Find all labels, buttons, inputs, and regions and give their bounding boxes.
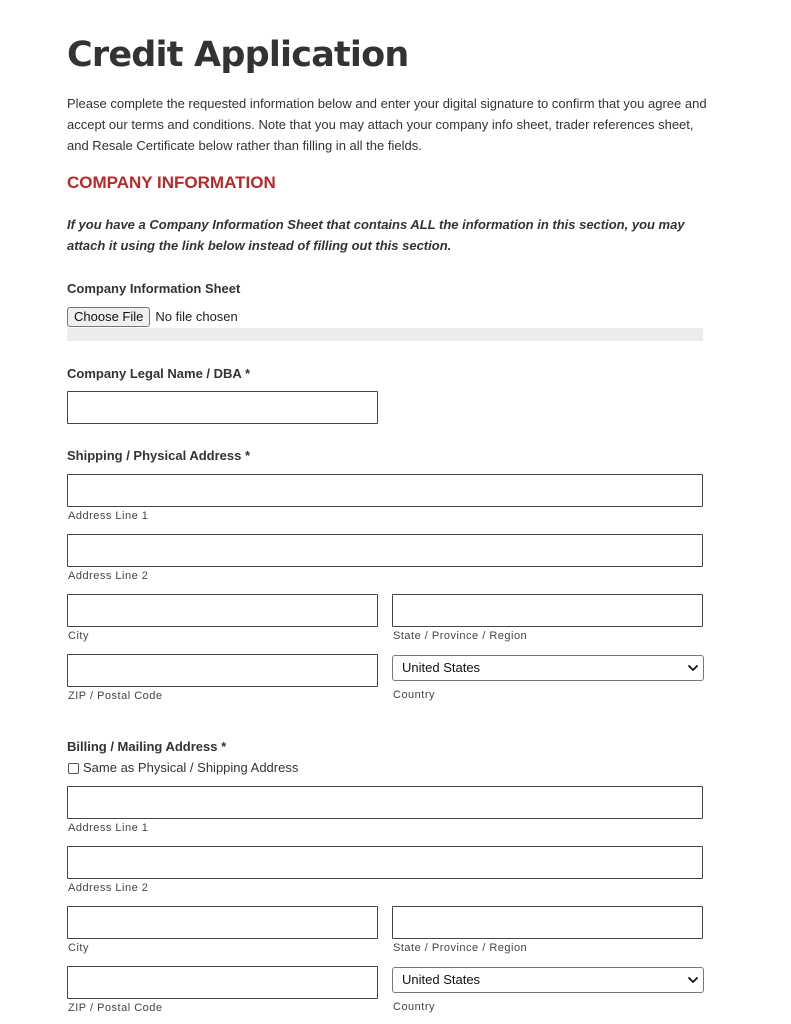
shipping-address-line1-sublabel: Address Line 1 [68, 510, 149, 522]
billing-address-line1-sublabel: Address Line 1 [68, 822, 149, 834]
shipping-address-line2-sublabel: Address Line 2 [68, 570, 149, 582]
billing-address-line2-sublabel: Address Line 2 [68, 882, 149, 894]
shipping-state-sublabel: State / Province / Region [393, 630, 528, 642]
page-title: Credit Application [67, 35, 409, 75]
file-upload-progress-bar [67, 328, 703, 341]
shipping-country-value: United States [402, 660, 481, 675]
billing-zip-input[interactable] [67, 966, 378, 999]
company-legal-name-input[interactable] [67, 391, 378, 424]
billing-country-value: United States [402, 972, 481, 987]
billing-country-sublabel: Country [393, 1001, 436, 1013]
same-as-shipping-checkbox[interactable] [68, 763, 79, 774]
company-legal-name-label: Company Legal Name / DBA * [67, 366, 251, 381]
shipping-address-line2-input[interactable] [67, 534, 703, 567]
shipping-city-sublabel: City [68, 630, 89, 642]
company-info-notice: If you have a Company Information Sheet that contains ALL the information in this section, you may attach it using the link below instead of filling out this section. [67, 217, 685, 253]
billing-address-label: Billing / Mailing Address * [67, 739, 227, 754]
shipping-address-label: Shipping / Physical Address * [67, 448, 251, 463]
shipping-address-line1-input[interactable] [67, 474, 703, 507]
company-info-sheet-file-input [67, 307, 238, 327]
billing-zip-sublabel: ZIP / Postal Code [68, 1002, 163, 1014]
file-status-text: No file chosen [155, 309, 238, 324]
shipping-country-select[interactable] [392, 655, 704, 681]
shipping-zip-sublabel: ZIP / Postal Code [68, 690, 163, 702]
billing-state-sublabel: State / Province / Region [393, 942, 528, 954]
company-info-sheet-label: Company Information Sheet [67, 281, 241, 296]
choose-file-button[interactable]: Choose File [67, 307, 150, 327]
intro-text: Please complete the requested information below and enter your digital signature to confirm that you agree and accept our terms and conditions. Note that you may attach your company info sheet, trader references sheet, and Resale Certificate below rather than filling in all the fields. [67, 96, 707, 153]
shipping-country-sublabel: Country [393, 689, 436, 701]
chevron-down-icon [687, 662, 699, 674]
billing-state-input[interactable] [392, 906, 703, 939]
shipping-zip-input[interactable] [67, 654, 378, 687]
shipping-state-input[interactable] [392, 594, 703, 627]
billing-address-line2-input[interactable] [67, 846, 703, 879]
billing-city-input[interactable] [67, 906, 378, 939]
billing-address-line1-input[interactable] [67, 786, 703, 819]
same-as-shipping-label[interactable]: Same as Physical / Shipping Address [83, 760, 299, 775]
billing-city-sublabel: City [68, 942, 89, 954]
chevron-down-icon [687, 974, 699, 986]
billing-country-select[interactable] [392, 967, 704, 993]
section-heading-company-information: COMPANY INFORMATION [67, 173, 276, 192]
shipping-city-input[interactable] [67, 594, 378, 627]
same-as-shipping-checkbox-row[interactable] [67, 760, 298, 776]
